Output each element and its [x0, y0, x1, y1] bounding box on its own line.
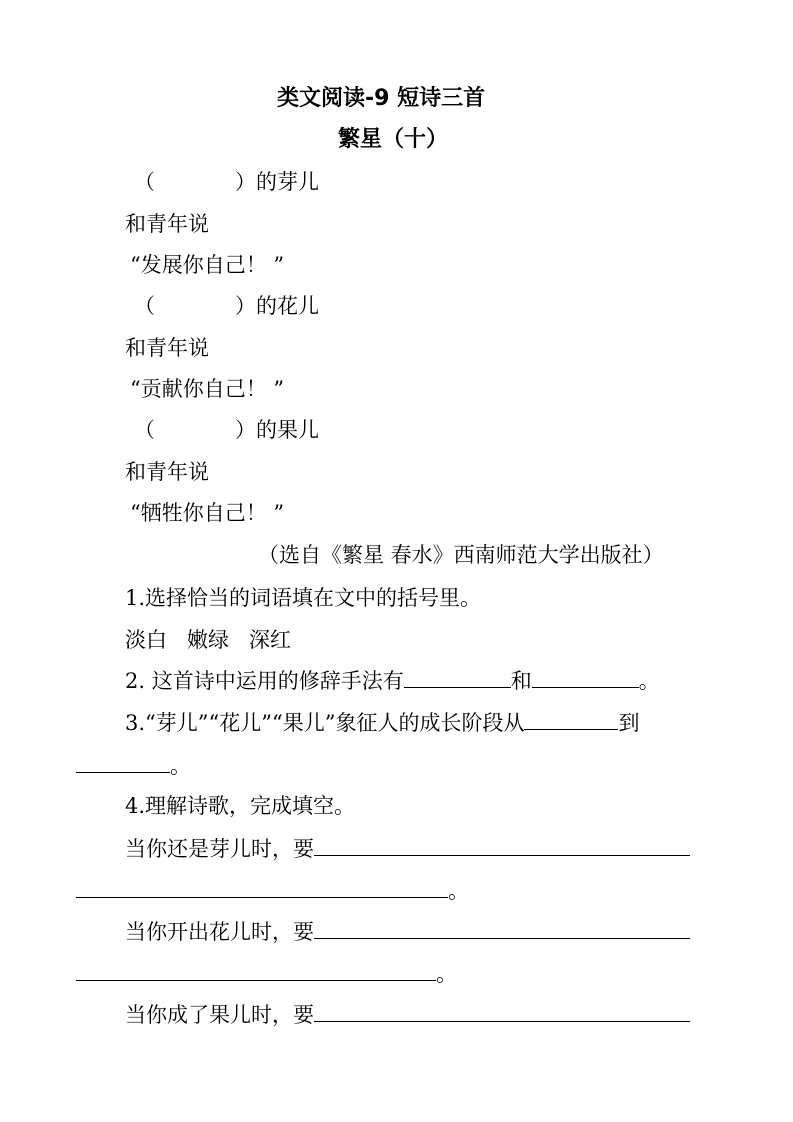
rhetoric-blank-2[interactable]: [532, 667, 639, 688]
poem-line-2: 和青年说: [125, 212, 209, 236]
paren-close: ）: [235, 418, 256, 442]
document-title: 类文阅读-9 短诗三首: [277, 86, 486, 111]
paren-open: （: [134, 294, 155, 318]
poem-line-6: “贡献你自己！ ”: [130, 377, 285, 401]
question-4: 4.理解诗歌，完成填空。: [125, 794, 356, 818]
poem-line-1: [134, 169, 319, 195]
poem-line-7: [134, 417, 319, 443]
poem-line-9: “牺牲你自己！ ”: [130, 501, 285, 525]
flower-blank-1[interactable]: [314, 918, 690, 939]
poem-source: （选自《繁星 春水》西南师范大学出版社）: [258, 543, 664, 567]
question-4a-end: 。: [448, 879, 469, 903]
paren-open: （: [134, 418, 155, 442]
question-4b-end: 。: [436, 962, 457, 986]
flower-blank-2[interactable]: [76, 960, 436, 981]
paren-close: ）: [235, 170, 256, 194]
fruit-blank-1[interactable]: [314, 1001, 690, 1022]
poem-line-text: 的果儿: [256, 418, 319, 442]
sprout-blank-1[interactable]: [314, 835, 690, 856]
question-3-end: 。: [170, 754, 191, 778]
paren-close: ）: [235, 294, 256, 318]
question-2-and: 和: [510, 669, 532, 693]
stage-blank-1[interactable]: [524, 709, 618, 730]
question-4c: [125, 1001, 690, 1028]
poem-line-8: 和青年说: [125, 460, 209, 484]
poem-line-5: 和青年说: [125, 336, 209, 360]
poem-line-3: “发展你自己！ ”: [130, 253, 285, 277]
question-4b-cont: [76, 960, 457, 987]
question-4b: [125, 918, 690, 945]
poem-line-text: 的花儿: [256, 294, 319, 318]
question-3-cont: [76, 752, 191, 779]
question-4c-text: 当你成了果儿时，要: [125, 1003, 314, 1027]
poem-title: 繁星（十）: [338, 127, 449, 152]
poem-line-text: 的芽儿: [256, 170, 319, 194]
question-3: [125, 709, 639, 736]
paren-open: （: [134, 170, 155, 194]
question-3-to: 到: [618, 711, 640, 735]
sprout-blank-2[interactable]: [76, 877, 448, 898]
question-2-text: 2. 这首诗中运用的修辞手法有: [125, 669, 404, 693]
question-2-end: 。: [638, 669, 660, 693]
question-4b-text: 当你开出花儿时，要: [125, 920, 314, 944]
question-4a-cont: [76, 877, 469, 904]
question-1: 1.选择恰当的词语填在文中的括号里。: [125, 586, 482, 610]
question-3-text: 3.“芽儿”“花儿”“果儿”象征人的成长阶段从: [125, 711, 525, 735]
stage-blank-2[interactable]: [76, 752, 170, 773]
question-4a-text: 当你还是芽儿时，要: [125, 837, 314, 861]
question-1-options: 淡白 嫩绿 深红: [125, 628, 292, 652]
question-2: [125, 667, 660, 694]
poem-line-4: [134, 293, 319, 319]
rhetoric-blank-1[interactable]: [404, 667, 511, 688]
question-4a: [125, 835, 690, 862]
